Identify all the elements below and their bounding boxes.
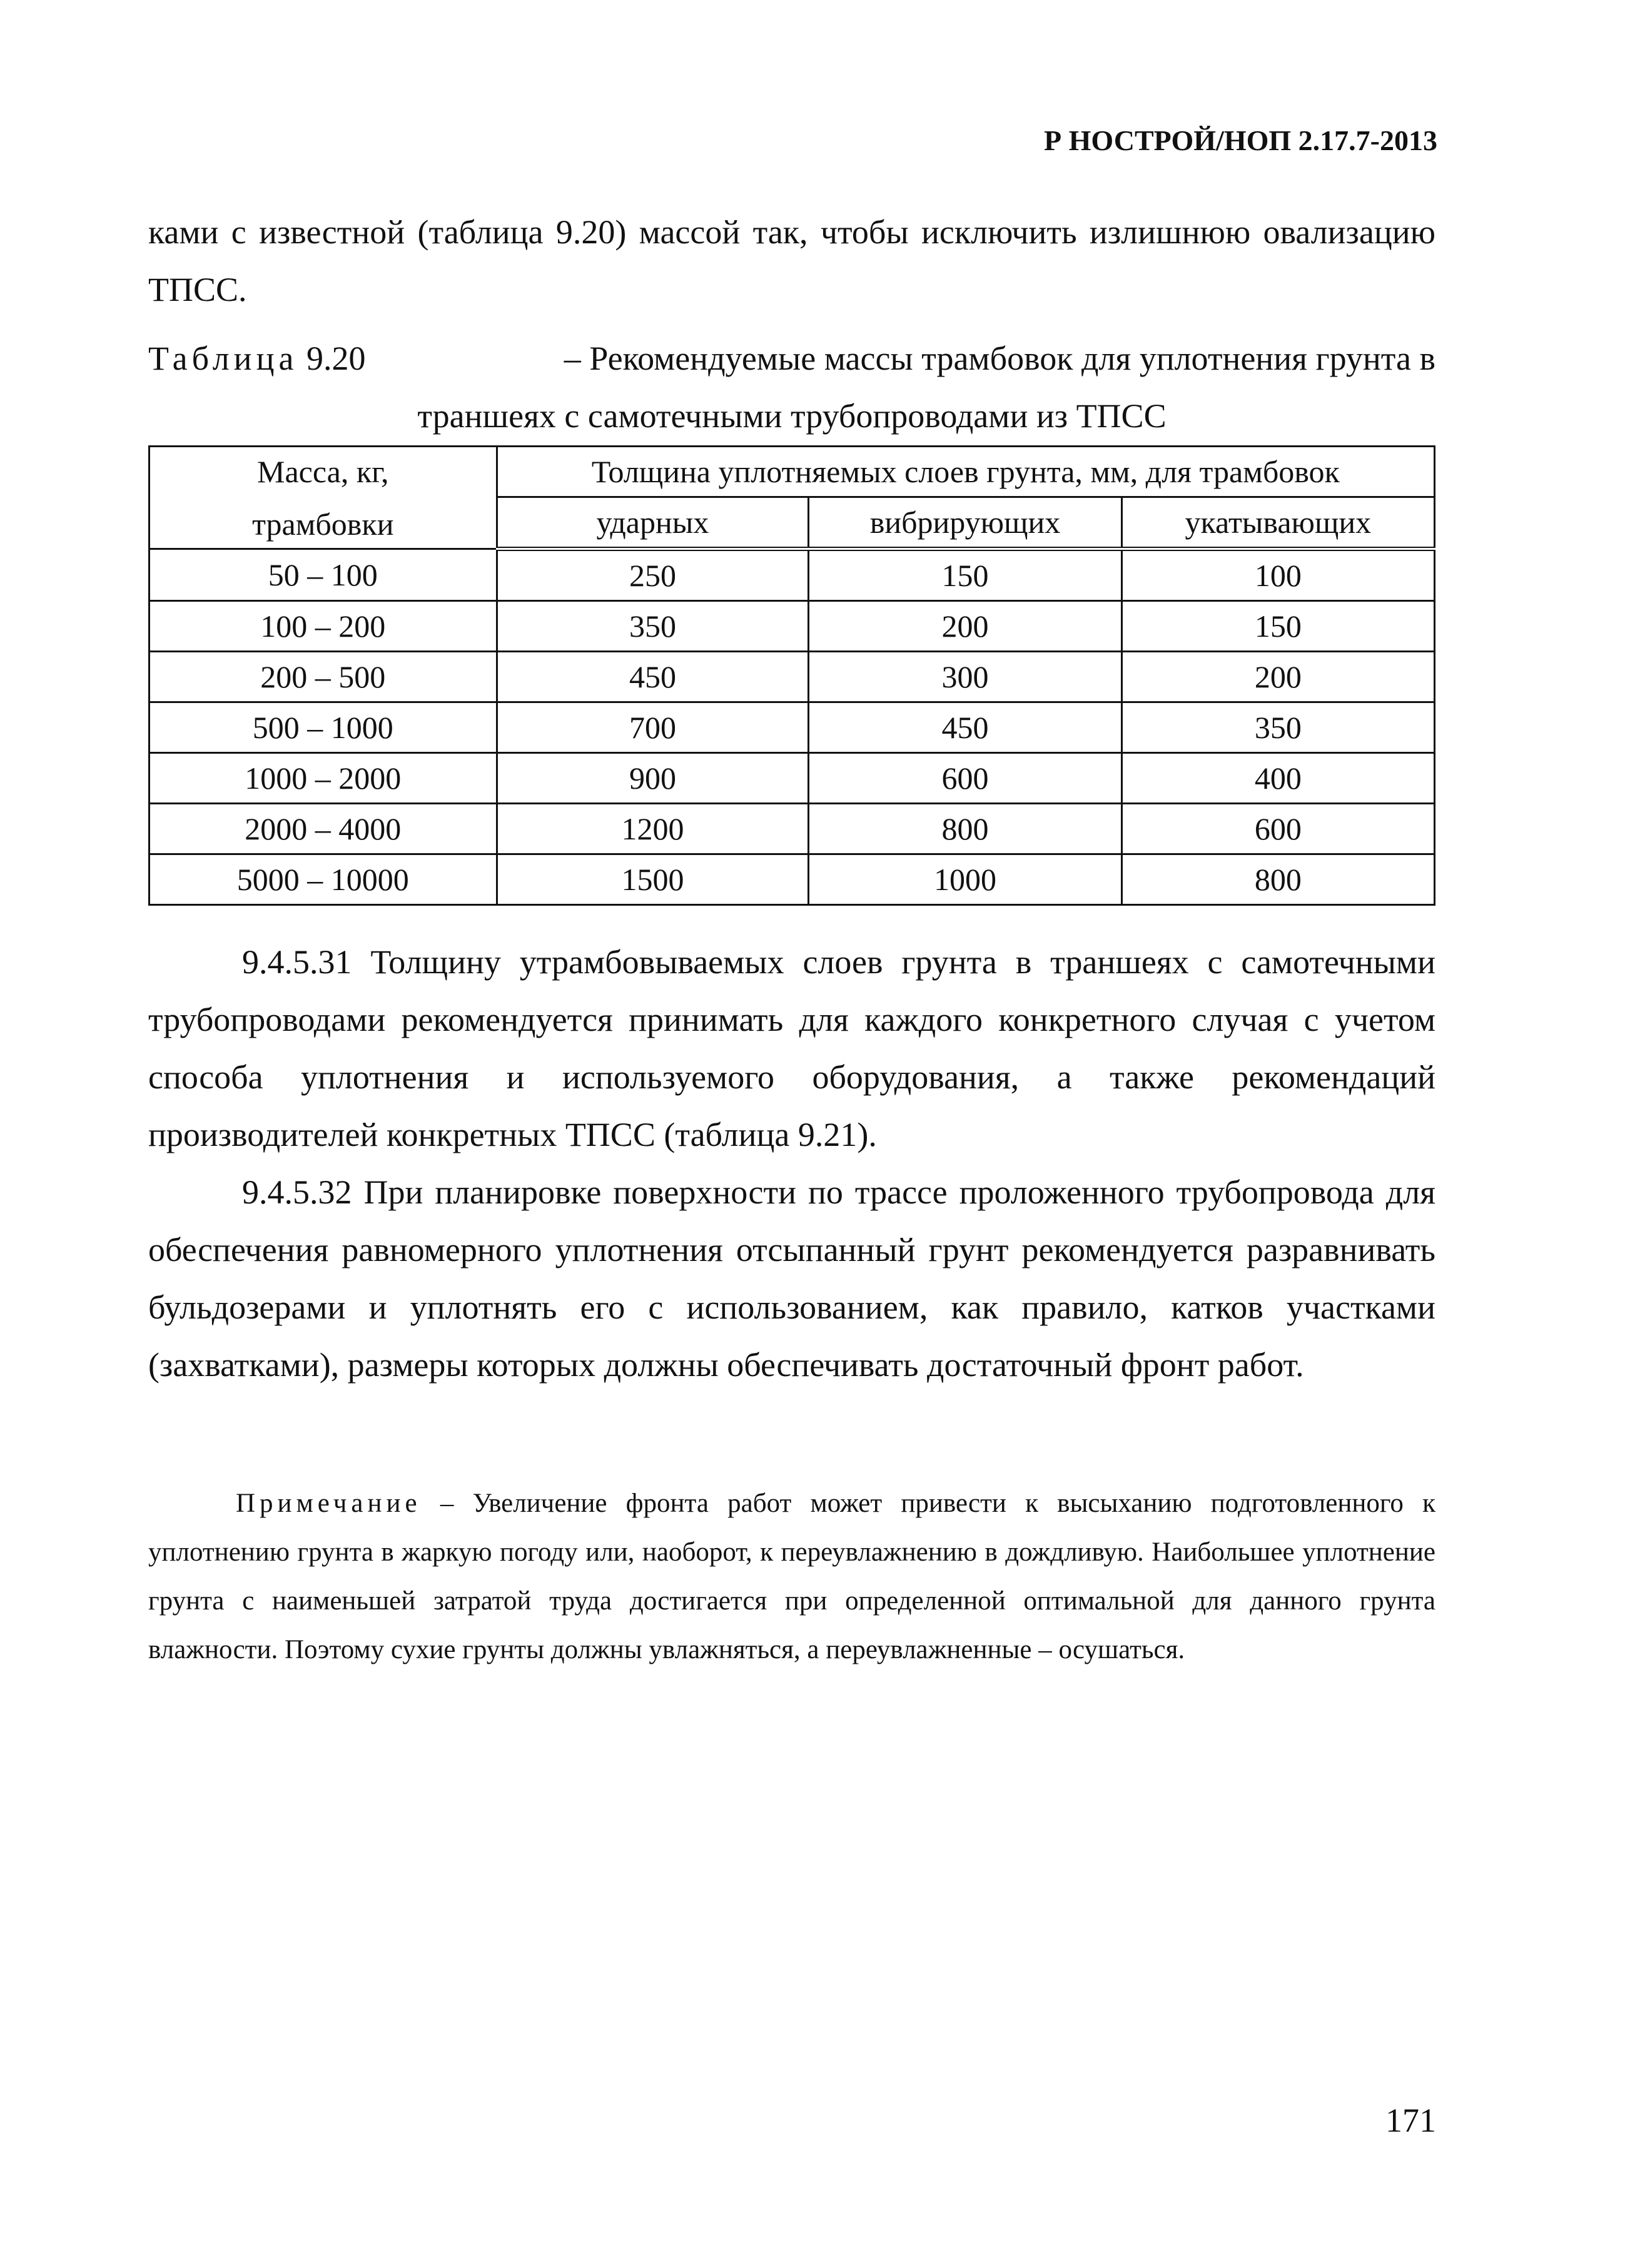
intro-block (148, 203, 1435, 318)
mass-cell: 200 – 500 (149, 652, 497, 702)
mass-cell: 1000 – 2000 (149, 753, 497, 804)
table-block (148, 445, 1435, 906)
impact-value-cell: 900 (497, 753, 809, 804)
table-caption (148, 330, 1435, 445)
document-code-header: Р НОСТРОЙ/НОП 2.17.7-2013 (1044, 124, 1437, 156)
table-row (149, 702, 1435, 753)
thickness-group-header: Толщина уплотняемых слоев грунта, мм, для трамбовок (497, 447, 1434, 497)
table-caption-line1 (148, 330, 1435, 387)
rolling-value-cell: 100 (1121, 549, 1434, 601)
paragraph-9-4-5-32: 9.4.5.32 При планировке поверхности по трассе проложенного трубопровода для обеспечения равномерного уплотнения отсыпанный грунт рекомендуется разравнивать бульдозерами и уплотнять его с использованием, как правило, катков участками (захватками), размеры которых должны обеспечивать достаточный фронт работ. (148, 1173, 1435, 1384)
mass-cell: 5000 – 10000 (149, 854, 497, 905)
table-row (149, 652, 1435, 702)
table-caption-number: 9.20 (306, 340, 366, 377)
vibrating-value-cell: 1000 (809, 854, 1121, 905)
vibrating-value-cell: 150 (809, 549, 1121, 601)
impact-value-cell: 1500 (497, 854, 809, 905)
mass-header-line2: трамбовки (252, 506, 394, 542)
table-caption-title: – Рекомендуемые массы трамбовок для уплотнения грунта в (564, 340, 1435, 377)
page-number: 171 (1385, 2102, 1436, 2139)
rolling-value-cell: 800 (1121, 854, 1434, 905)
rolling-value-cell: 200 (1121, 652, 1434, 702)
vibrating-value-cell: 800 (809, 804, 1121, 854)
impact-value-cell: 250 (497, 549, 809, 601)
vibrating-value-cell: 200 (809, 601, 1121, 652)
table-caption-line2: траншеях с самотечными трубопроводами из ТПСС (417, 397, 1167, 435)
table-row (149, 549, 1435, 601)
rolling-value-cell: 600 (1121, 804, 1434, 854)
mass-cell: 50 – 100 (149, 549, 497, 601)
rolling-value-cell: 350 (1121, 702, 1434, 753)
intro-paragraph: ками с известной (таблица 9.20) массой так, чтобы исключить излишнюю овализацию ТПСС. (148, 213, 1435, 308)
impact-rammer-header: ударных (497, 497, 809, 549)
vibrating-rammer-header: вибрирующих (809, 497, 1121, 549)
mass-cell: 100 – 200 (149, 601, 497, 652)
table-row (149, 601, 1435, 652)
table-header-row-1 (149, 447, 1435, 497)
impact-value-cell: 350 (497, 601, 809, 652)
note-text: – Увеличение фронта работ может привести к высыханию подготовленного к уплотнению грунта в жаркую погоду или, наоборот, к переувлажнению в дождливую. Наибольшее уплотнение грунта с наименьшей затратой труда достигается при определенной оптимальной для данного грунта влажности. Поэтому сухие грунты должны увлажняться, а переувлажненные – осушаться. (148, 1489, 1435, 1664)
table-row (149, 854, 1435, 905)
compaction-table (148, 445, 1435, 906)
vibrating-value-cell: 300 (809, 652, 1121, 702)
mass-cell: 500 – 1000 (149, 702, 497, 753)
rolling-value-cell: 400 (1121, 753, 1434, 804)
vibrating-value-cell: 600 (809, 753, 1121, 804)
note-paragraph (148, 1479, 1435, 1674)
table-caption-label: Таблица (148, 340, 298, 377)
rolling-rammer-header: укатывающих (1121, 497, 1434, 549)
mass-header-line1: Масса, кг, (257, 453, 389, 489)
rolling-value-cell: 150 (1121, 601, 1434, 652)
impact-value-cell: 450 (497, 652, 809, 702)
impact-value-cell: 700 (497, 702, 809, 753)
table-row (149, 753, 1435, 804)
body-block (148, 933, 1435, 1394)
mass-column-header (149, 447, 497, 549)
note-label: Примечание (236, 1489, 422, 1518)
table-row (149, 804, 1435, 854)
mass-cell: 2000 – 4000 (149, 804, 497, 854)
paragraph-9-4-5-31: 9.4.5.31 Толщину утрамбовываемых слоев грунта в траншеях с самотечными трубопроводами рекомендуется принимать для каждого конкретного случая с учетом способа уплотнения и используемого оборудования, а также рекомендаций производителей конкретных ТПСС (таблица 9.21). (148, 943, 1435, 1153)
note-block (148, 1479, 1435, 1674)
impact-value-cell: 1200 (497, 804, 809, 854)
vibrating-value-cell: 450 (809, 702, 1121, 753)
table-caption-label-wrap (148, 330, 365, 387)
